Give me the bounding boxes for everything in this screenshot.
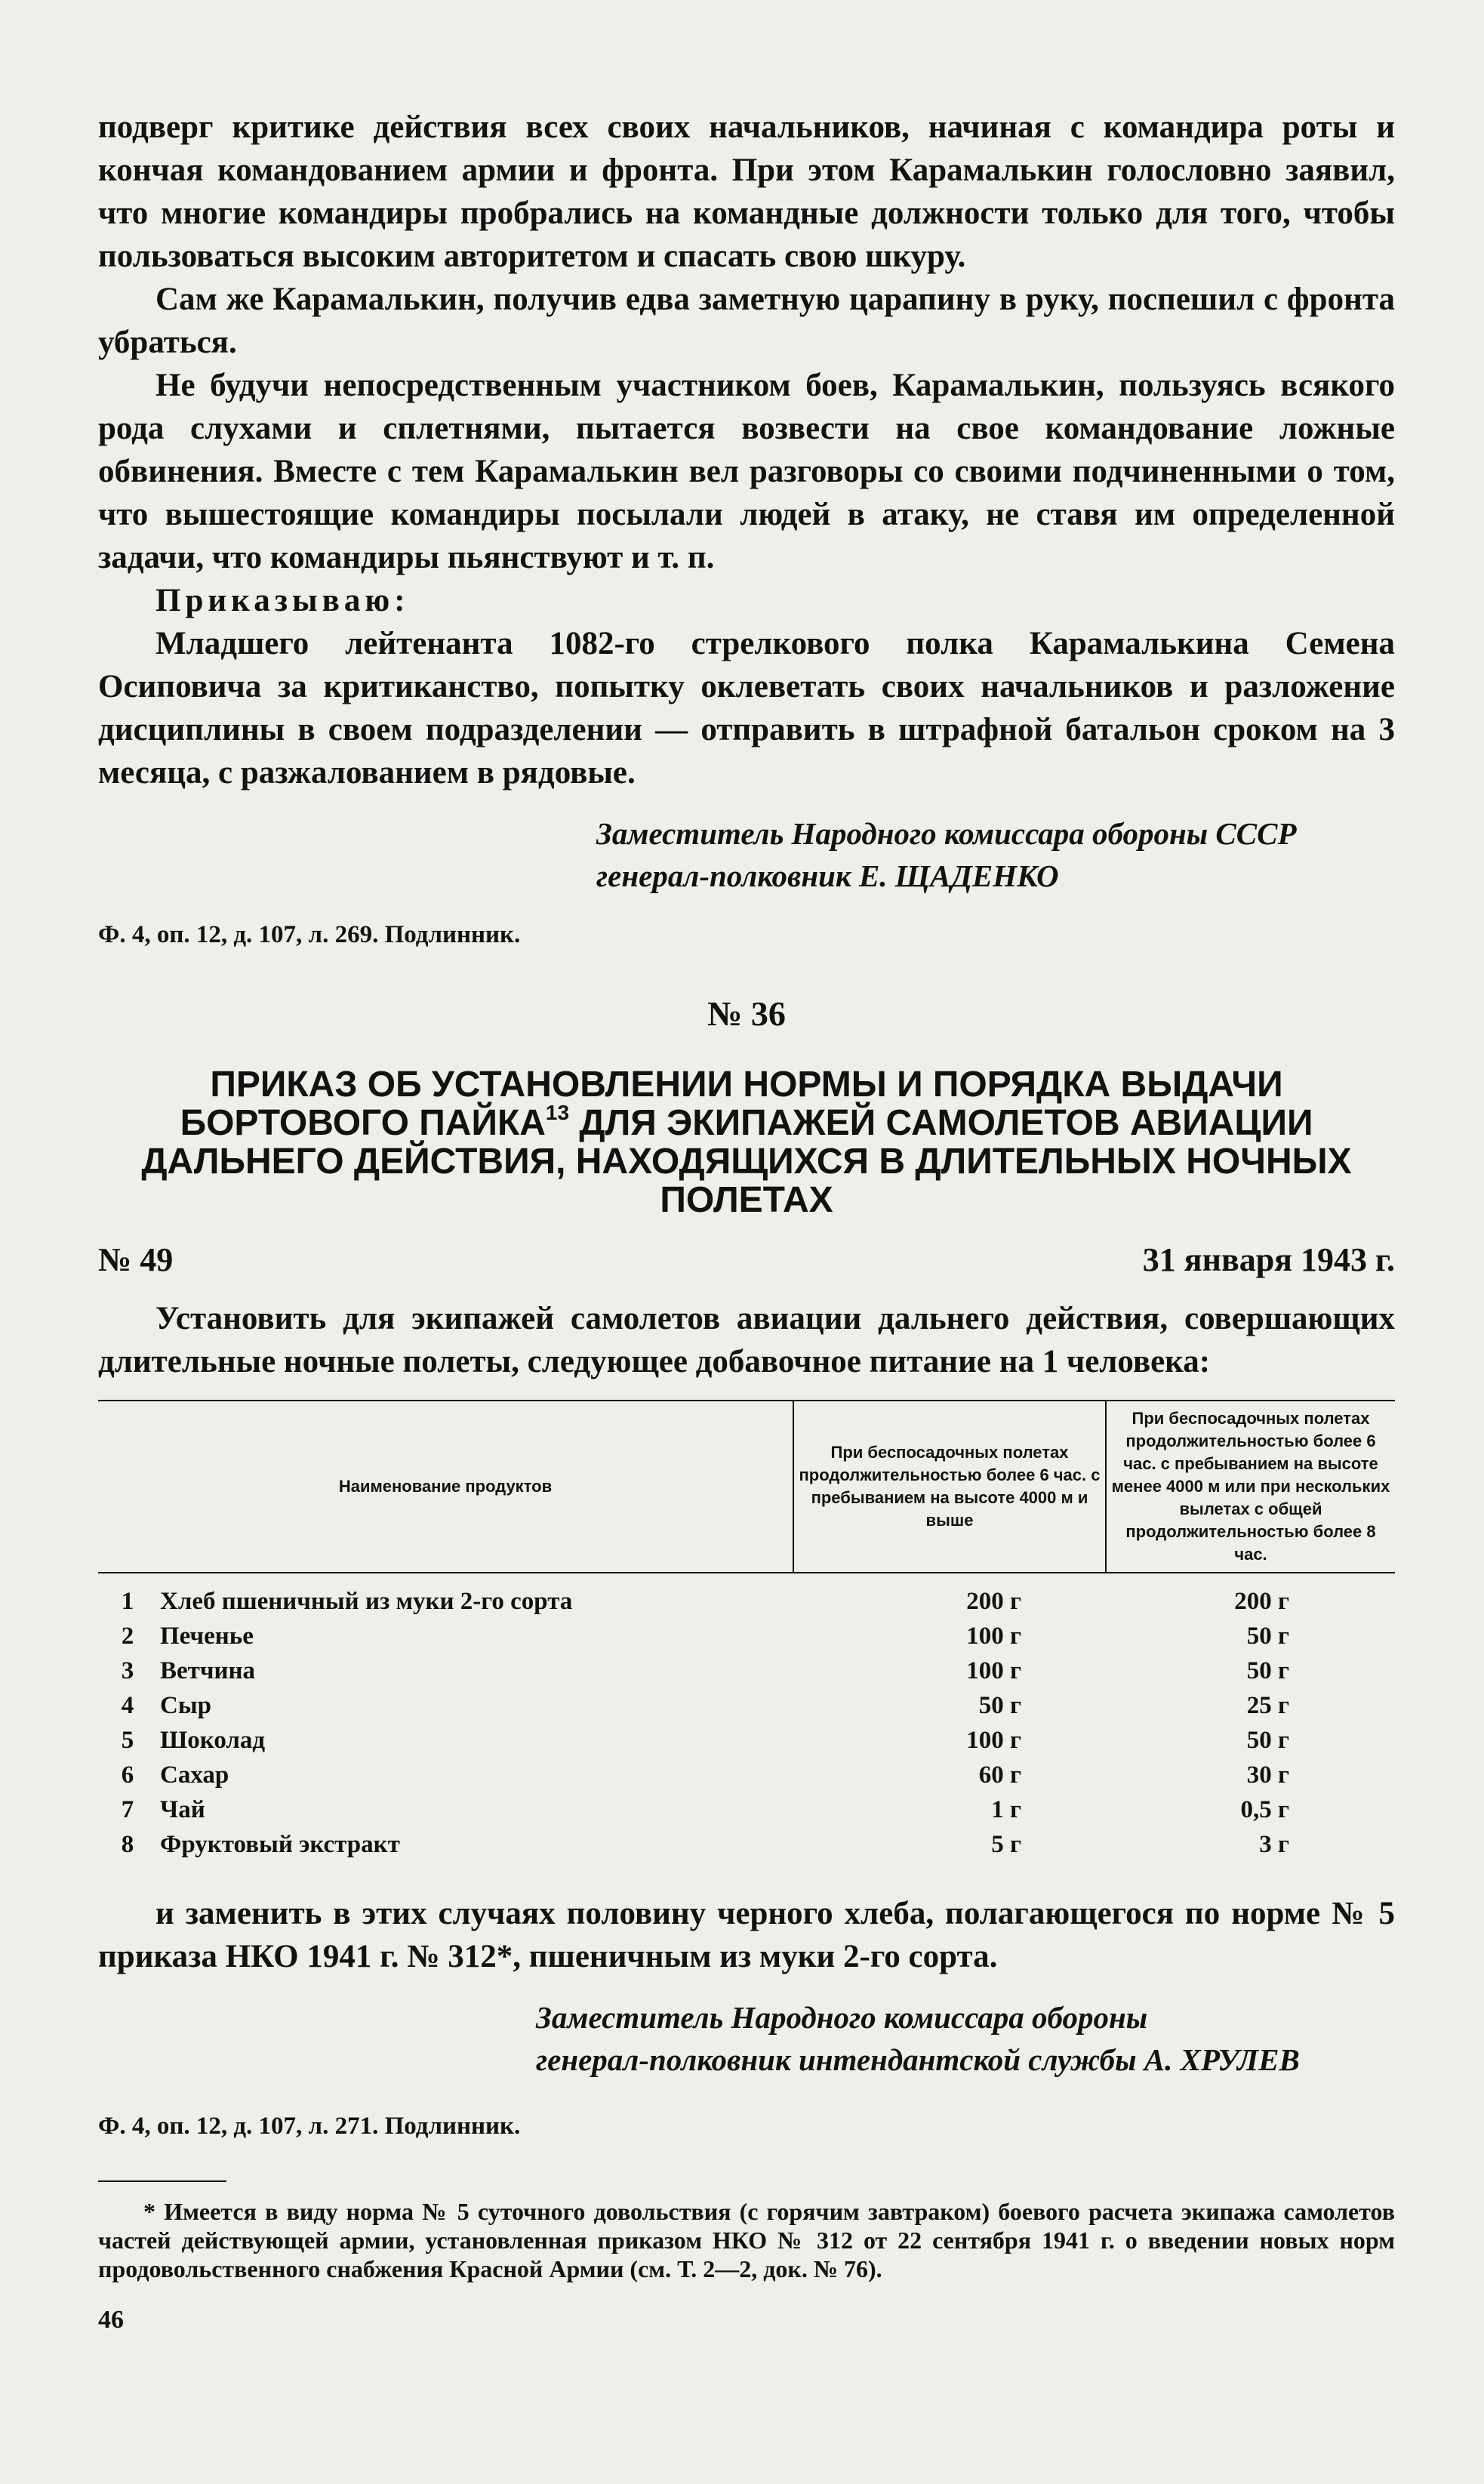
signature-name: генерал-полковник интендантской службы А. ХРУЛЕВ: [536, 2042, 1300, 2077]
value-high-altitude: 50 г: [978, 1692, 1021, 1719]
order-number: № 49: [98, 1241, 174, 1278]
value-low-altitude: 25 г: [1246, 1692, 1289, 1719]
table-row: [98, 1573, 1395, 1619]
product-name: Сыр: [160, 1692, 211, 1719]
product-name: Шоколад: [160, 1727, 266, 1754]
title-footnote-ref: 13: [545, 1101, 570, 1124]
row-number: 4: [121, 1692, 134, 1719]
footnote: * Имеется в виду норма № 5 суточного довольствия (с горячим завтраком) боевого расчета экипажа самолетов частей действующей армии, установленная приказом НКО № 312 от 22 сентября 1941 г. о введении новых норм продовольственного снабжения Красной Армии (см. Т. 2—2, док. № 76).: [98, 2198, 1395, 2282]
paragraph: Сам же Карамалькин, получив едва заметную царапину в руку, поспешил с фронта убраться.: [98, 282, 1395, 360]
table-row: [98, 1653, 1395, 1688]
product-name: Хлеб пшеничный из муки 2-го сорта: [160, 1588, 573, 1615]
header-product-name: Наименование продуктов: [98, 1401, 793, 1573]
value-low-altitude: 30 г: [1246, 1761, 1289, 1789]
value-low-altitude: 50 г: [1246, 1657, 1289, 1684]
value-low-altitude: 50 г: [1246, 1727, 1289, 1754]
value-low-altitude: 50 г: [1246, 1623, 1289, 1650]
row-number: 5: [121, 1727, 134, 1754]
signature-name: генерал-полковник Е. ЩАДЕНКО: [596, 858, 1059, 893]
document-title: [98, 1065, 1395, 1219]
row-number: 8: [121, 1831, 134, 1858]
product-name: Фруктовый экстракт: [160, 1831, 400, 1858]
row-number: 6: [121, 1761, 134, 1789]
product-name: Чай: [160, 1796, 205, 1823]
document-number: № 36: [707, 994, 786, 1033]
paragraph: Не будучи непосредственным участником боев, Карамалькин, пользуясь всякого рода слухами и сплетнями, пытается возвести на свое командование ложные обвинения. Вместе с тем Карамалькин вел разговоры со своими подчиненными о том, что вышестоящие командиры посылали людей в атаку, не ставя им определенной задачи, что командиры пьянствуют и т. п.: [98, 368, 1395, 575]
value-high-altitude: 60 г: [978, 1761, 1021, 1789]
order-intro: Установить для экипажей самолетов авиации дальнего действия, совершающих длительные ночные полеты, следующее добавочное питание на 1 человека:: [98, 1301, 1395, 1379]
table-row: [98, 1827, 1395, 1862]
header-col-high-altitude: При беспосадочных полетах продолжительностью более 6 час. с пребыванием на высоте 4000 м и выше: [793, 1401, 1106, 1573]
after-table-text: и заменить в этих случаях половину черного хлеба, полагающегося по норме № 5 приказа НКО 1941 г. № 312*, пшеничным из муки 2-го сорта.: [98, 1896, 1395, 1974]
row-number: 3: [121, 1657, 134, 1684]
signature-title: Заместитель Народного комиссара обороны: [536, 2000, 1148, 2035]
signature-title: Заместитель Народного комиссара обороны СССР: [596, 816, 1297, 851]
order-number-date: [98, 1240, 1395, 1279]
value-high-altitude: 200 г: [966, 1588, 1021, 1615]
row-number: 2: [121, 1623, 134, 1650]
archive-reference: Ф. 4, оп. 12, д. 107, л. 269. Подлинник.: [98, 921, 521, 948]
value-high-altitude: 100 г: [966, 1727, 1021, 1754]
order-text: Младшего лейтенанта 1082-го стрелкового полка Карамалькина Семена Осиповича за критиканство, попытку оклеветать своих начальников и разложение дисциплины в своем подразделении — отправить в штрафной батальон сроком на 3 месяца, с разжалованием в рядовые.: [98, 626, 1395, 791]
order-word: Приказываю:: [155, 583, 410, 618]
value-high-altitude: 100 г: [966, 1657, 1021, 1684]
product-name: Ветчина: [160, 1657, 256, 1684]
product-name: Печенье: [160, 1623, 254, 1650]
table-row: [98, 1688, 1395, 1723]
table-row: [98, 1758, 1395, 1792]
table-header-row: [98, 1401, 1395, 1573]
product-name: Сахар: [160, 1761, 229, 1789]
row-number: 7: [121, 1796, 134, 1823]
order-date: 31 января 1943 г.: [1142, 1241, 1395, 1278]
title-part: ДЛЯ ЭКИПАЖЕЙ САМОЛЕТОВ АВИАЦИИ ДАЛЬНЕГО ДЕЙСТВИЯ, НАХОДЯЩИХСЯ В ДЛИТЕЛЬНЫХ НОЧНЫХ ПОЛЕТАХ: [141, 1103, 1352, 1220]
signature-block: [98, 812, 1395, 897]
table-row: [98, 1723, 1395, 1758]
paragraph: подверг критике действия всех своих начальников, начиная с командира роты и кончая командованием армии и фронта. При этом Карамалькин голословно заявил, что многие командиры пробрались на командные должности только для того, чтобы пользоваться высоким авторитетом и спасать свою шкуру.: [98, 109, 1395, 274]
value-low-altitude: 0,5 г: [1240, 1796, 1289, 1823]
value-low-altitude: 200 г: [1234, 1588, 1289, 1615]
value-high-altitude: 5 г: [991, 1831, 1021, 1858]
value-high-altitude: 1 г: [991, 1796, 1021, 1823]
signature-block: [98, 1996, 1395, 2081]
header-col-low-altitude: При беспосадочных полетах продолжительностью более 6 час. с пребыванием на высоте менее 4000 м или при нескольких вылетах с общей продолжительностью более 8 час.: [1106, 1401, 1395, 1573]
value-low-altitude: 3 г: [1259, 1831, 1289, 1858]
archive-reference: Ф. 4, оп. 12, д. 107, л. 271. Подлинник.: [98, 2113, 521, 2140]
table-row: [98, 1619, 1395, 1653]
footnote-divider: [98, 2180, 226, 2182]
title-part: ПРИКАЗ ОБ УСТАНОВЛЕНИИ НОРМЫ И ПОРЯДКА ВЫДАЧИ БОРТОВОГО ПАЙКА: [180, 1065, 1283, 1143]
page-number: 46: [98, 2306, 124, 2334]
table-row: [98, 1792, 1395, 1827]
ration-table: [98, 1400, 1395, 1862]
table-body: [98, 1573, 1395, 1862]
row-number: 1: [121, 1588, 134, 1615]
value-high-altitude: 100 г: [966, 1623, 1021, 1650]
